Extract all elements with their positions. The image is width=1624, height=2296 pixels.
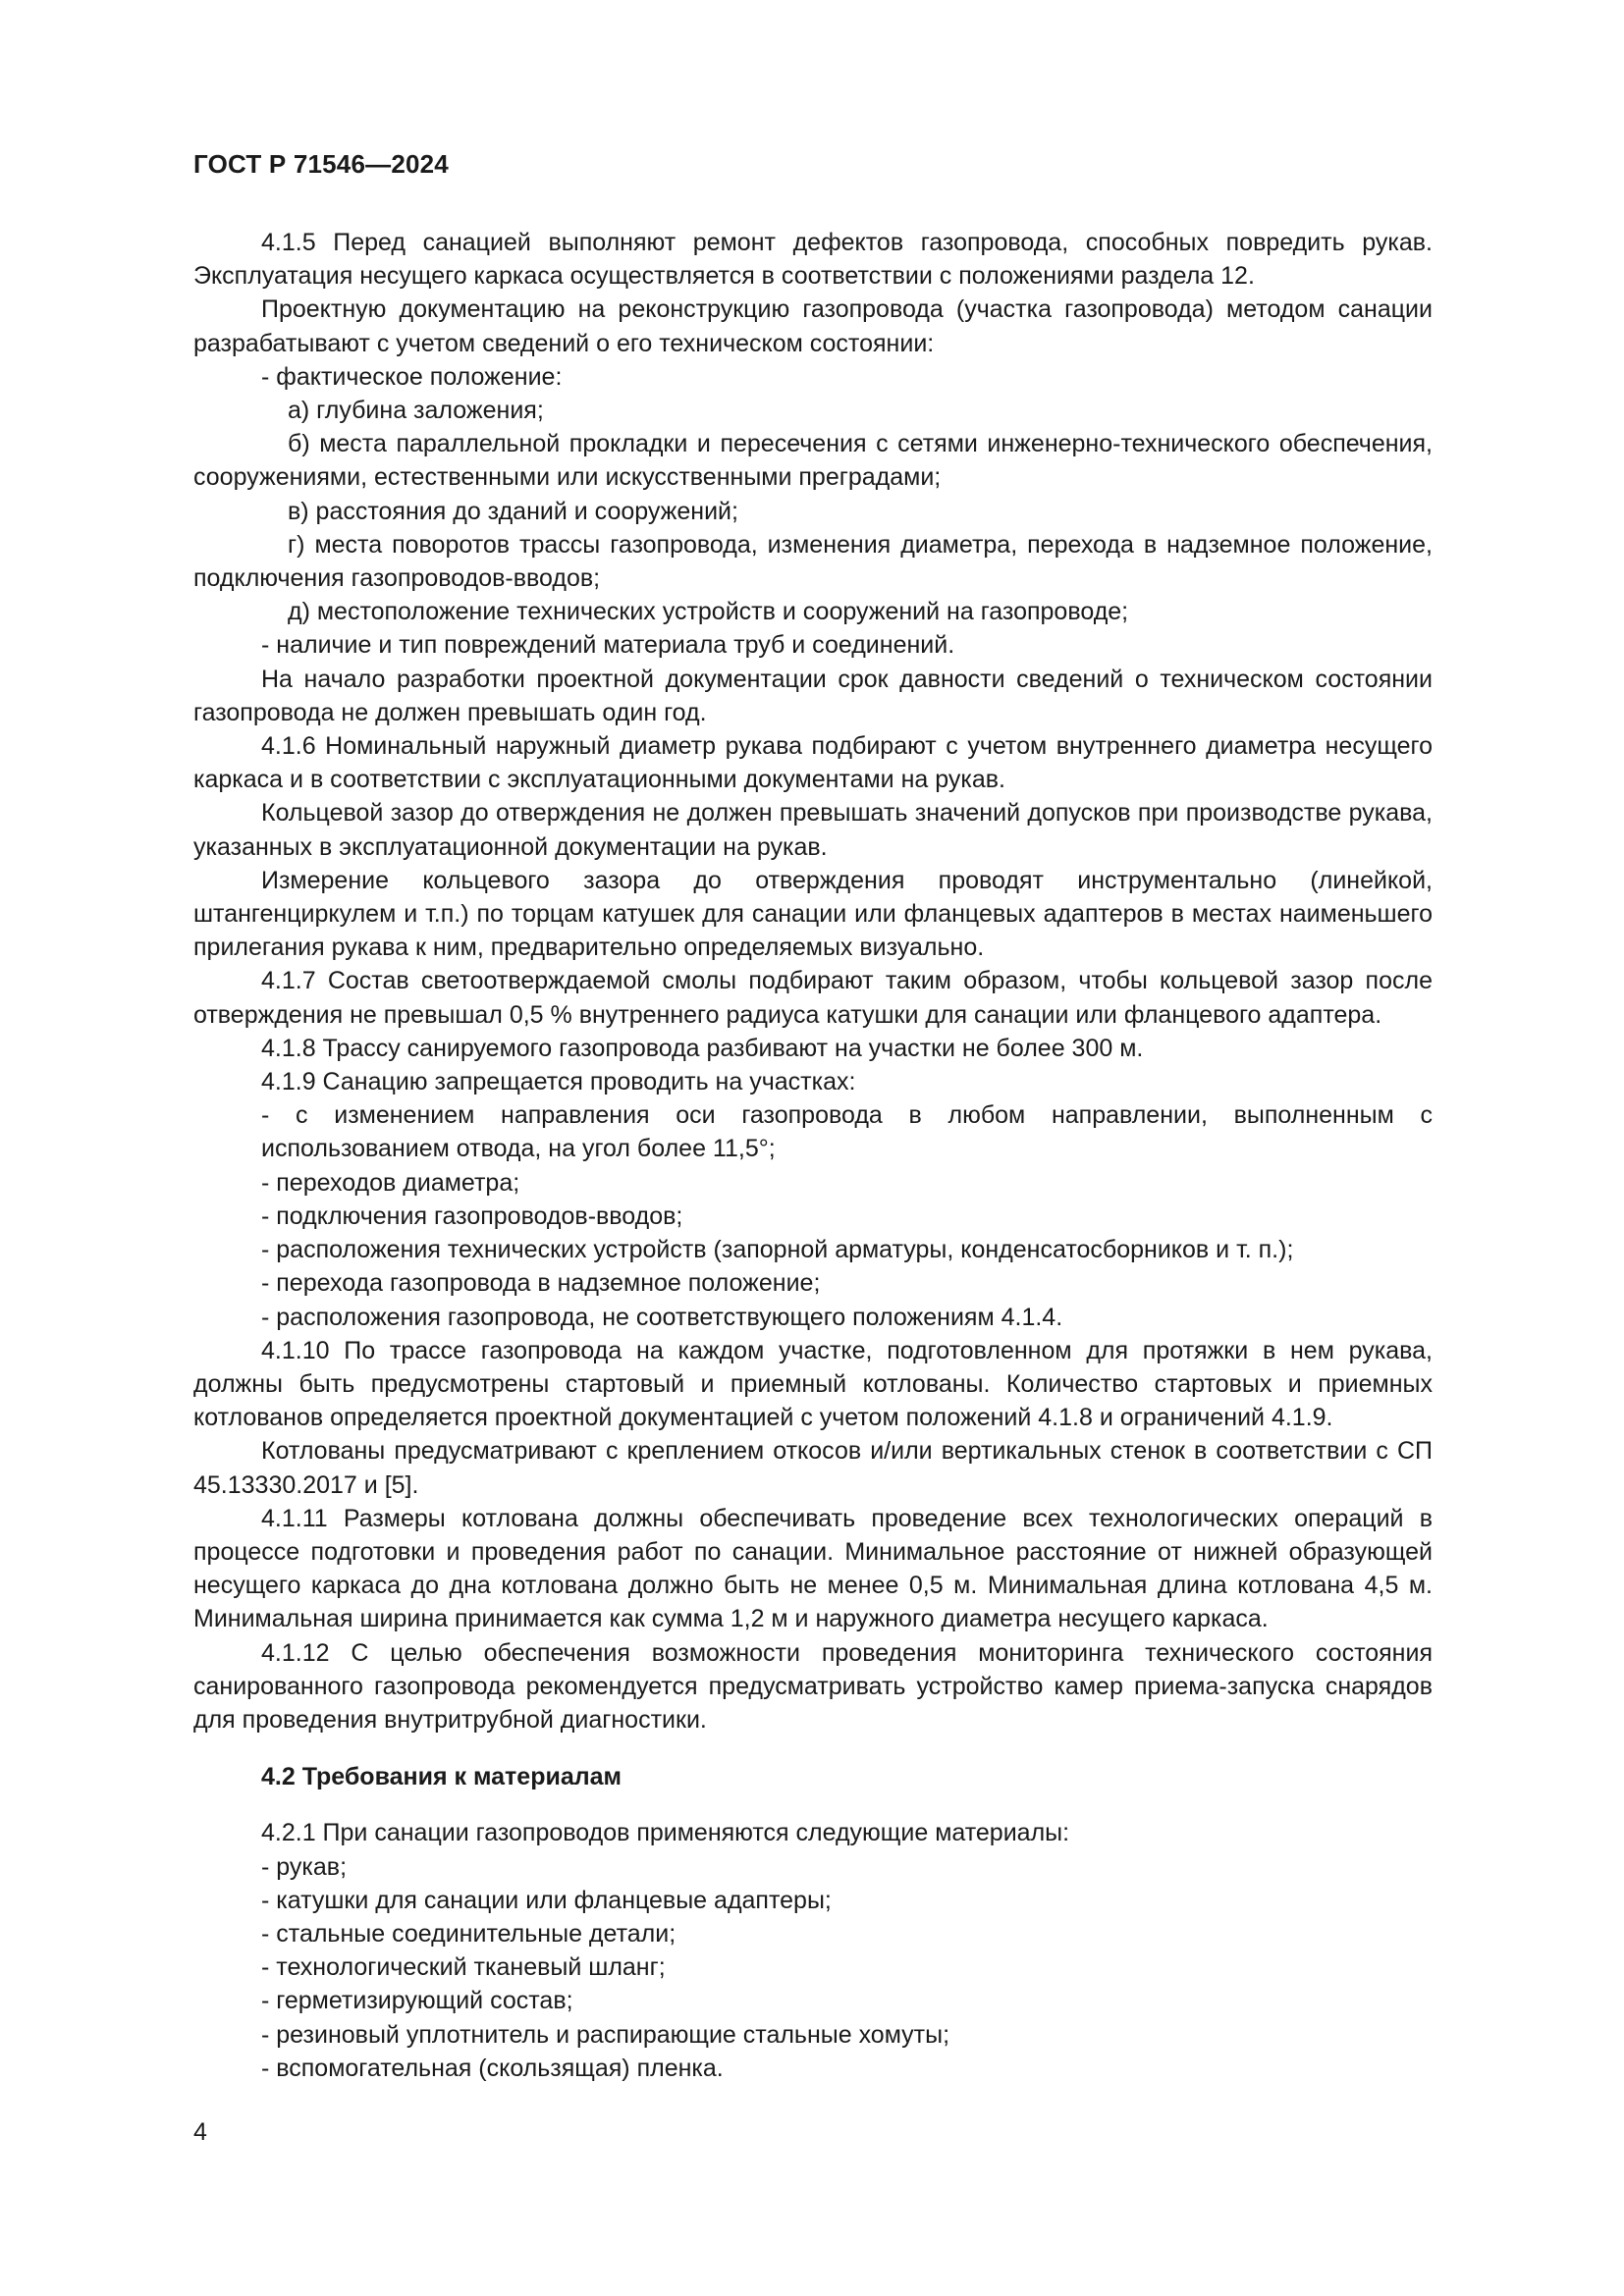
sub-item-d: д) местоположение технических устройств и сооружений на газопроводе; (288, 598, 1129, 626)
material-item: - катушки для санации или фланцевые адаптеры; (261, 1886, 832, 1914)
material-item: - вспомогательная (скользящая) пленка. (261, 2054, 724, 2082)
paragraph-gap-measurement: Измерение кольцевого зазора до отверждения проводят инструментально (линейкой, штангенциркулем и т.п.) по торцам катушек для санации или фланцевых адаптеров в местах наименьшего прилегания рукава к ним, предварительно определяемых визуально. (193, 866, 1433, 962)
paragraph-4-1-12: 4.1.12 С целью обеспечения возможности проведения мониторинга технического состояния санированного газопровода рекомендуется предусматривать устройство камер приема-запуска снарядов для проведения внутритрубной диагностики. (193, 1638, 1433, 1734)
paragraph-4-1-9: 4.1.9 Санацию запрещается проводить на участках: (261, 1068, 856, 1096)
list-item-direction-change: - с изменением направления оси газопровода в любом направлении, выполненным с использованием отвода, на угол более 11,5°; (261, 1101, 1433, 1163)
paragraph-4-1-5: 4.1.5 Перед санацией выполняют ремонт дефектов газопровода, способных повредить рукав. Эксплуатация несущего каркаса осуществляется в соответствии с положениями раздела 12. (193, 229, 1433, 291)
paragraph-annular-gap: Кольцевой зазор до отверждения не должен превышать значений допусков при производстве рукава, указанных в эксплуатационной документации на рукав. (193, 799, 1433, 861)
list-item-above-ground: - перехода газопровода в надземное положение; (261, 1269, 821, 1298)
list-item-actual-position: - фактическое положение: (261, 362, 563, 391)
sub-item-a: а) глубина заложения; (288, 397, 544, 425)
material-item: - герметизирующий состав; (261, 1987, 573, 2015)
paragraph-4-1-7: 4.1.7 Состав светоотверждаемой смолы подбирают таким образом, чтобы кольцевой зазор после отверждения не превышал 0,5 % внутреннего радиуса катушки для санации или фланцевого адаптера. (193, 967, 1433, 1029)
document-body (193, 226, 1433, 2085)
paragraph-data-age: На начало разработки проектной документации срок давности сведений о техническом состоянии газопровода не должен превышать один год. (193, 665, 1433, 726)
paragraph-4-1-10: 4.1.10 По трассе газопровода на каждом участке, подготовленном для протяжки в нем рукава, должны быть предусмотрены стартовый и приемный котлованы. Количество стартовых и приемных котлованов определяется проектной документацией с учетом положений 4.1.8 и ограничений 4.1.9. (193, 1336, 1433, 1432)
paragraph-pits: Котлованы предусматривают с креплением откосов и/или вертикальных стенок в соответствии с СП 45.13330.2017 и [5]. (193, 1437, 1433, 1499)
section-title-4-2: 4.2 Требования к материалам (261, 1763, 623, 1791)
list-item-diameter-transitions: - переходов диаметра; (261, 1168, 520, 1197)
material-item: - технологический тканевый шланг; (261, 1953, 666, 1982)
list-item-service-connections: - подключения газопроводов-вводов; (261, 1201, 683, 1230)
list-item-non-compliant: - расположения газопровода, не соответствующего положениям 4.1.4. (261, 1303, 1063, 1331)
paragraph-4-1-11: 4.1.11 Размеры котлована должны обеспечивать проведение всех технологических операций в процессе подготовки и проведения работ по санации. Минимальное расстояние от нижней образующей несущего каркаса до дна котлована должно быть не менее 0,5 м. Минимальная длина котлована 4,5 м. Минимальная ширина принимается как сумма 1,2 м и наружного диаметра несущего каркаса. (193, 1504, 1433, 1633)
sub-item-b: б) места параллельной прокладки и пересечения с сетями инженерно-технического обеспечения, сооружениями, естественными или искусственными преградами; (193, 430, 1433, 492)
paragraph-4-1-8: 4.1.8 Трассу санируемого газопровода разбивают на участки не более 300 м. (261, 1034, 1144, 1062)
list-item-damage: - наличие и тип повреждений материала труб и соединений. (261, 631, 955, 660)
paragraph-project-docs: Проектную документацию на реконструкцию газопровода (участка газопровода) методом санации разрабатывают с учетом сведений о его техническом состоянии: (193, 295, 1433, 357)
page-number: 4 (193, 2118, 207, 2146)
sub-item-g: г) места поворотов трассы газопровода, изменения диаметра, перехода в надземное положение, подключения газопроводов-вводов; (193, 530, 1433, 593)
document-header: ГОСТ Р 71546—2024 (193, 149, 449, 179)
sub-item-v: в) расстояния до зданий и сооружений; (288, 497, 738, 525)
material-item: - резиновый уплотнитель и распирающие стальные хомуты; (261, 2020, 950, 2049)
paragraph-4-1-6: 4.1.6 Номинальный наружный диаметр рукава подбирают с учетом внутреннего диаметра несущего каркаса и в соответствии с эксплуатационными документами на рукав. (193, 732, 1433, 794)
list-item-technical-devices: - расположения технических устройств (запорной арматуры, конденсатосборников и т. п.); (261, 1236, 1294, 1264)
material-item: - рукав; (261, 1852, 348, 1881)
paragraph-4-2-1: 4.2.1 При санации газопроводов применяются следующие материалы: (261, 1819, 1070, 1847)
material-item: - стальные соединительные детали; (261, 1919, 677, 1948)
